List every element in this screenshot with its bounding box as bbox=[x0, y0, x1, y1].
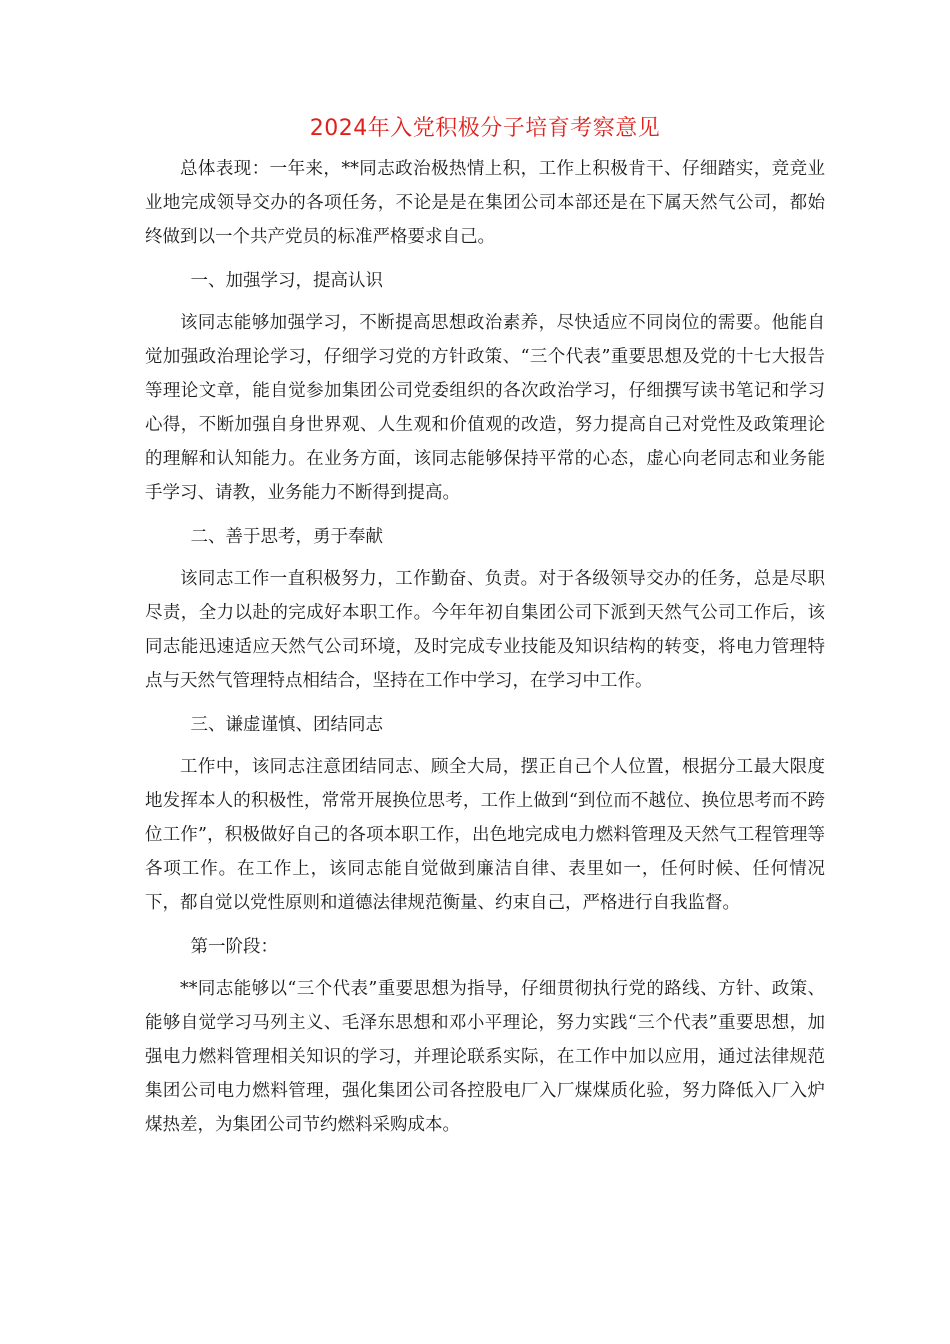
section-body-2: 该同志工作一直积极努力，工作勤奋、负责。对于各级领导交办的任务，总是尽职尽责，全力以赴的完成好本职工作。今年年初自集团公司下派到天然气公司工作后，该同志能迅速适应天然气公司环境，及时完成专业技能及知识结构的转变，将电力管理特点与天然气管理特点相结合，坚持在工作中学习，在学习中工作。 bbox=[145, 569, 825, 691]
section-heading-1: 一、加强学习，提高认识 bbox=[190, 271, 383, 291]
section-heading-2: 二、善于思考，勇于奉献 bbox=[190, 527, 383, 547]
intro-paragraph: 总体表现：一年来，**同志政治极热情上积，工作上积极肯干、仔细踏实，竞竞业业地完成领导交办的各项任务，不论是是在集团公司本部还是在下属天然气公司，都始终做到以一个共产党员的标准严格要求自己。 bbox=[145, 159, 825, 247]
section-body-3: 工作中，该同志注意团结同志、顾全大局，摆正自己个人位置，根据分工最大限度地发挥本人的积极性，常常开展换位思考，工作上做到“到位而不越位、换位思考而不跨位工作”，积极做好自己的各项本职工作，出色地完成电力燃料管理及天然气工程管理等各项工作。在工作上，该同志能自觉做到廉洁自律、表里如一，任何时候、任何情况下，都自觉以党性原则和道德法律规范衡量、约束自己，严格进行自我监督。 bbox=[145, 757, 825, 913]
document-title: 2024年入党积极分子培育考察意见 bbox=[309, 116, 661, 141]
section-heading-4: 第一阶段： bbox=[190, 937, 278, 957]
section-heading-3: 三、谦虚谨慎、团结同志 bbox=[190, 715, 383, 735]
document-page bbox=[145, 112, 825, 1142]
section-body-1: 该同志能够加强学习，不断提高思想政治素养，尽快适应不同岗位的需要。他能自觉加强政治理论学习，仔细学习党的方针政策、“三个代表”重要思想及党的十七大报告等理论文章，能自觉参加集团公司党委组织的各次政治学习，仔细撰写读书笔记和学习心得，不断加强自身世界观、人生观和价值观的改造，努力提高自己对党性及政策理论的理解和认知能力。在业务方面，该同志能够保持平常的心态，虚心向老同志和业务能手学习、请教，业务能力不断得到提高。 bbox=[145, 313, 825, 503]
section-body-4: **同志能够以“三个代表”重要思想为指导，仔细贯彻执行党的路线、方针、政策、能够自觉学习马列主义、毛泽东思想和邓小平理论，努力实践“三个代表”重要思想，加强电力燃料管理相关知识的学习，并理论联系实际，在工作中加以应用，通过法律规范集团公司电力燃料管理，强化集团公司各控股电厂入厂煤煤质化验，努力降低入厂入炉煤热差，为集团公司节约燃料采购成本。 bbox=[145, 979, 825, 1135]
